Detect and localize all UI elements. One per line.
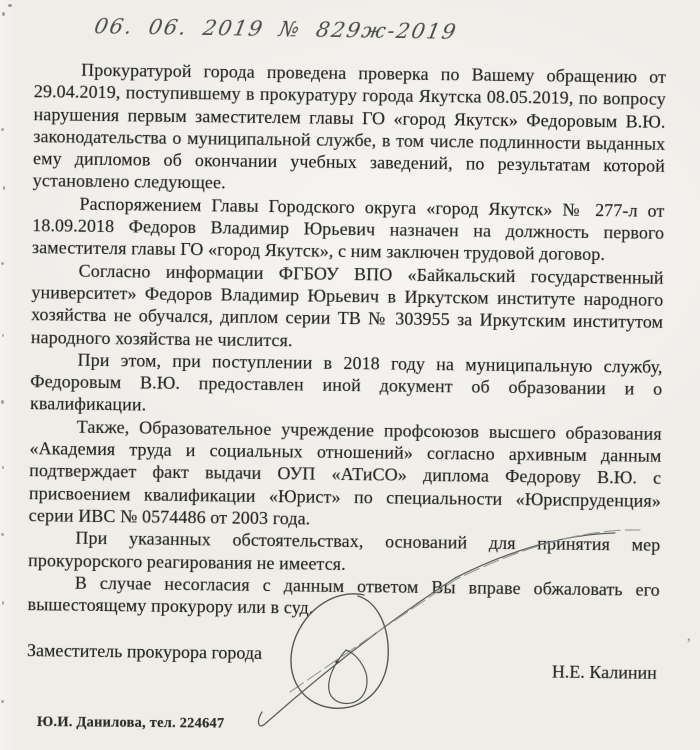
signer-name: Н.Е. Калинин — [551, 661, 657, 684]
scan-artifact — [3, 186, 5, 190]
body-paragraph: Также, Образовательное учреждение профсоюзов высшего образования «Академия труда и социальных отношений» согласно архивным данным подтверждает факт выдачи ОУП «АТиСО» диплома Федорову В.Ю. с присвоением квалификации «Юрист» по специальности «Юриспруденция» серии ИВС № 0574486 от 2003 года. — [28, 416, 662, 529]
body-paragraph: Согласно информации ФГБОУ ВПО «Байкальский государственный университет» Федоров Владимир Юрьевич в Иркутском институте народного хозяйства не обучался, диплом серии ТВ № 303955 за Иркутским институтом народного хозяйства не числится. — [30, 260, 664, 350]
scan-artifact — [1, 700, 4, 703]
body-paragraph: В случае несогласия с данным ответом Вы вправе обжаловать его вышестоящему прокурору или в суд. — [27, 572, 660, 618]
signoff-row — [27, 641, 659, 685]
body-paragraph: При этом, при поступлении в 2018 году на муниципальную службу, Федоровым В.Ю. предоставлен иной документ об образовании и о квалификации. — [29, 349, 663, 415]
scan-artifact — [2, 12, 5, 16]
scan-artifact — [8, 4, 12, 7]
scan-artifact — [1, 128, 4, 131]
scan-artifact — [1, 262, 4, 265]
scan-artifact — [1, 533, 4, 536]
scan-artifact — [2, 466, 4, 469]
executor-line: Ю.И. Данилова, тел. 224647 — [36, 714, 225, 732]
letter-body — [27, 0, 667, 684]
scan-artifact — [2, 334, 4, 337]
scan-artifact: ’ — [686, 636, 692, 653]
body-paragraph: Прокуратурой города проведена проверка по Вашему обращению от 29.04.2019, поступившему в прокуратуру города Якутска 08.05.2019, по вопросу нарушения первым заместителем главы ГО «город Якутск» Федоровым В.Ю. законодательства о муниципальной службе, в том числе подлинности выданных ему дипломов об окончании учебных заведений, по результатам которой установлено следующее. — [32, 59, 667, 193]
signoff-title: Заместитель прокурора города — [26, 640, 263, 664]
handwritten-date-ref: 06. 06. 2019 № 829ж-2019 — [92, 14, 460, 44]
body-paragraph: Распоряжением Главы Городского округа «город Якутск» № 277-л от 18.09.2018 Федоров Владимир Юрьевич назначен на должность первого заместителя главы ГО «город Якутск», с ним заключен трудовой договор. — [31, 193, 665, 265]
body-paragraph: При указанных обстоятельствах, оснований для принятия мер прокурорского реагирования не имеется. — [28, 527, 661, 574]
scan-artifact — [2, 601, 4, 605]
scan-artifact — [1, 400, 4, 404]
